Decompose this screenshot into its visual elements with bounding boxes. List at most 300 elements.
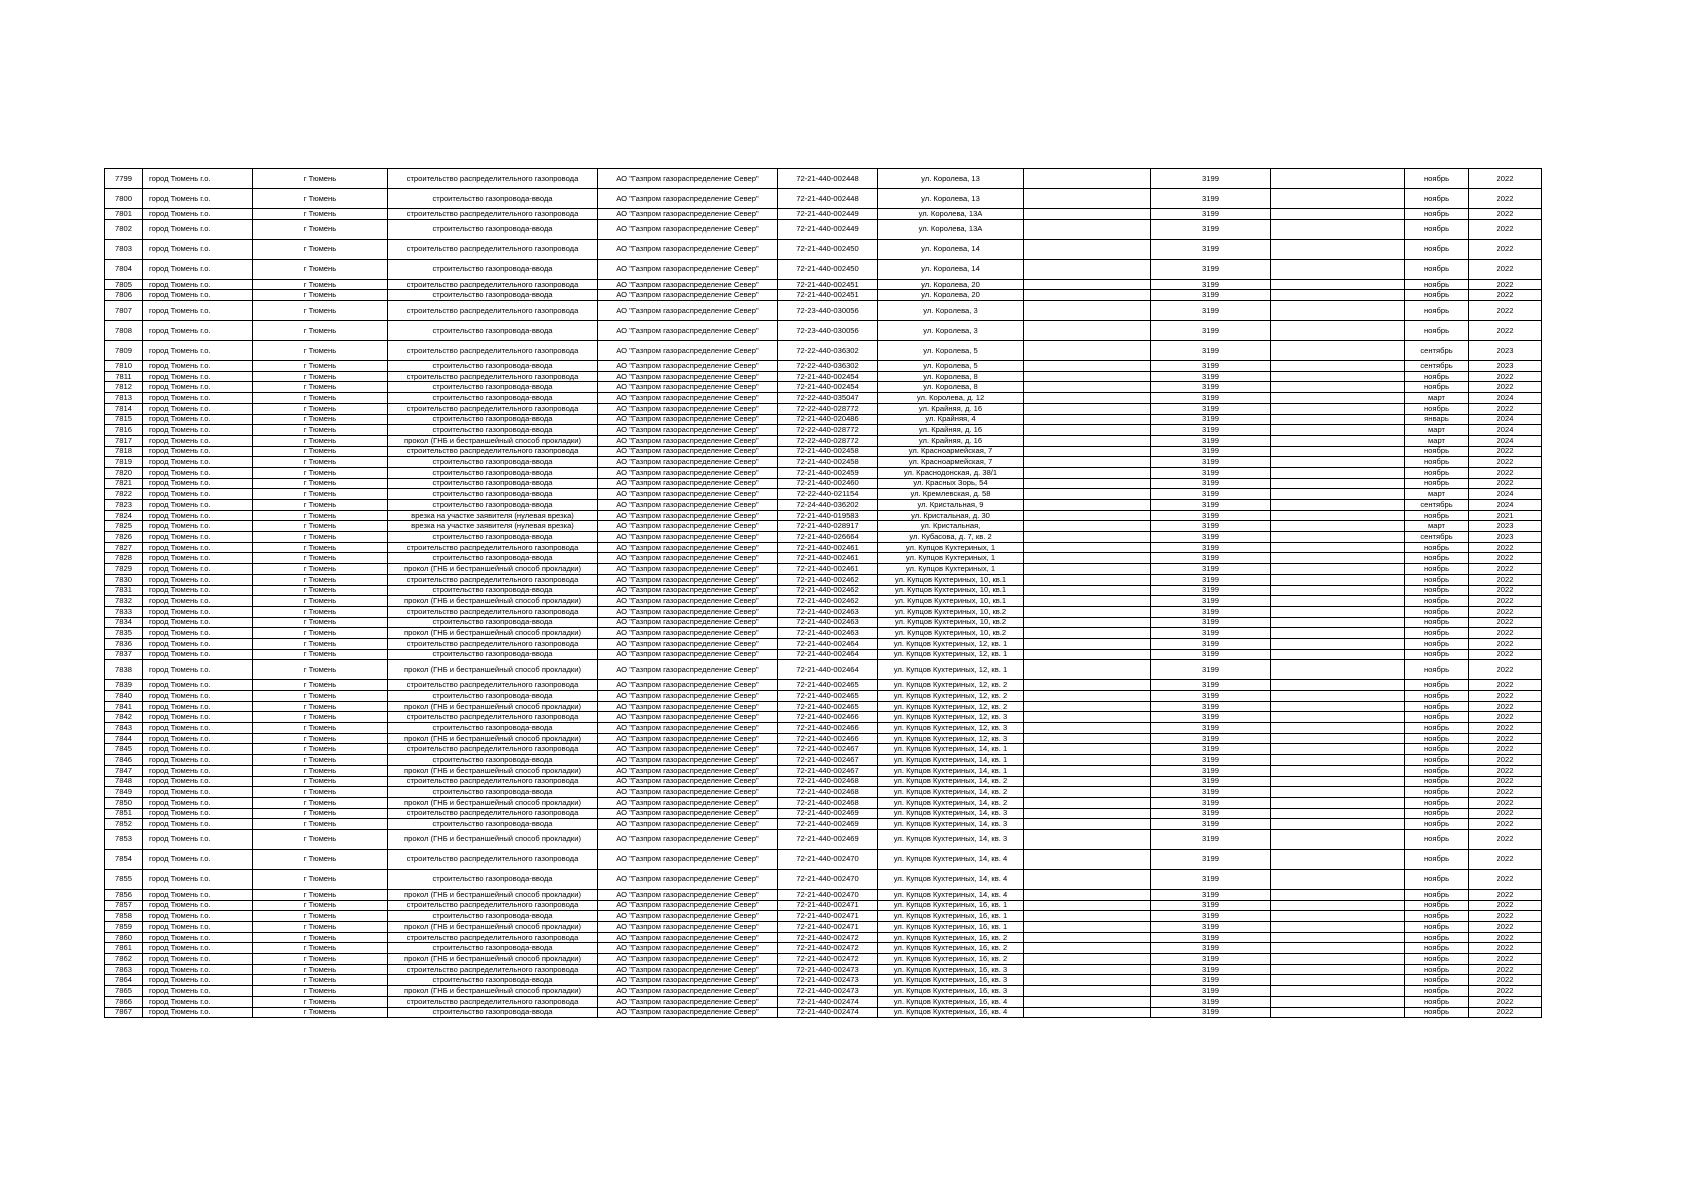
month-cell: ноябрь	[1405, 189, 1469, 209]
organization-cell: АО "Газпром газораспределение Север"	[598, 361, 778, 372]
empty-cell	[1271, 279, 1405, 290]
organization-cell: АО "Газпром газораспределение Север"	[598, 996, 778, 1007]
code-cell: 3199	[1151, 301, 1271, 321]
table-row	[105, 701, 1542, 712]
code-cell: 3199	[1151, 723, 1271, 734]
organization-cell: АО "Газпром газораспределение Север"	[598, 975, 778, 986]
row-number: 7799	[105, 169, 143, 189]
settlement-cell: г Тюмень	[253, 606, 388, 617]
district-cell: город Тюмень г.о.	[143, 446, 253, 457]
year-cell: 2024	[1469, 414, 1542, 425]
district-cell: город Тюмень г.о.	[143, 733, 253, 744]
year-cell: 2022	[1469, 279, 1542, 290]
row-number: 7849	[105, 787, 143, 798]
row-number: 7832	[105, 596, 143, 607]
empty-cell	[1024, 542, 1151, 553]
month-cell: ноябрь	[1405, 776, 1469, 787]
work-type-cell: строительство газопровода-ввода	[388, 617, 598, 628]
work-type-cell: строительство распределительного газопровода	[388, 209, 598, 220]
work-type-cell: строительство газопровода-ввода	[388, 478, 598, 489]
code-cell: 3199	[1151, 755, 1271, 766]
row-number: 7814	[105, 403, 143, 414]
row-number: 7818	[105, 446, 143, 457]
year-cell: 2022	[1469, 765, 1542, 776]
empty-cell	[1271, 911, 1405, 922]
empty-cell	[1024, 219, 1151, 239]
row-number: 7850	[105, 797, 143, 808]
empty-cell	[1271, 585, 1405, 596]
application-number-cell: 72-21-440-002464	[778, 649, 878, 660]
year-cell: 2024	[1469, 425, 1542, 436]
row-number: 7829	[105, 564, 143, 575]
empty-cell	[1024, 169, 1151, 189]
settlement-cell: г Тюмень	[253, 371, 388, 382]
year-cell: 2022	[1469, 596, 1542, 607]
month-cell: ноябрь	[1405, 733, 1469, 744]
month-cell: ноябрь	[1405, 943, 1469, 954]
row-number: 7824	[105, 510, 143, 521]
year-cell: 2023	[1469, 521, 1542, 532]
address-cell: ул. Купцов Кухтериных, 14, кв. 4	[878, 869, 1024, 889]
application-number-cell: 72-21-440-002461	[778, 564, 878, 575]
month-cell: ноябрь	[1405, 660, 1469, 680]
empty-cell	[1271, 425, 1405, 436]
application-number-cell: 72-21-440-002469	[778, 808, 878, 819]
district-cell: город Тюмень г.о.	[143, 617, 253, 628]
empty-cell	[1024, 209, 1151, 220]
settlement-cell: г Тюмень	[253, 819, 388, 830]
month-cell: ноябрь	[1405, 986, 1469, 997]
table-row	[105, 425, 1542, 436]
work-type-cell: строительство газопровода-ввода	[388, 943, 598, 954]
empty-cell	[1024, 797, 1151, 808]
organization-cell: АО "Газпром газораспределение Север"	[598, 733, 778, 744]
month-cell: ноябрь	[1405, 680, 1469, 691]
empty-cell	[1024, 943, 1151, 954]
row-number: 7847	[105, 765, 143, 776]
code-cell: 3199	[1151, 986, 1271, 997]
empty-cell	[1024, 649, 1151, 660]
row-number: 7839	[105, 680, 143, 691]
code-cell: 3199	[1151, 680, 1271, 691]
year-cell: 2022	[1469, 712, 1542, 723]
settlement-cell: г Тюмень	[253, 922, 388, 933]
address-cell: ул. Купцов Кухтериных, 16, кв. 2	[878, 943, 1024, 954]
settlement-cell: г Тюмень	[253, 403, 388, 414]
month-cell: ноябрь	[1405, 510, 1469, 521]
empty-cell	[1271, 574, 1405, 585]
code-cell: 3199	[1151, 478, 1271, 489]
year-cell: 2022	[1469, 301, 1542, 321]
application-number-cell: 72-21-440-002465	[778, 680, 878, 691]
month-cell: ноябрь	[1405, 911, 1469, 922]
year-cell: 2022	[1469, 638, 1542, 649]
table-body	[105, 169, 1542, 1018]
table-row	[105, 797, 1542, 808]
empty-cell	[1271, 680, 1405, 691]
work-type-cell: строительство распределительного газопровода	[388, 638, 598, 649]
empty-cell	[1024, 553, 1151, 564]
settlement-cell: г Тюмень	[253, 457, 388, 468]
settlement-cell: г Тюмень	[253, 776, 388, 787]
year-cell: 2024	[1469, 435, 1542, 446]
empty-cell	[1024, 1007, 1151, 1018]
district-cell: город Тюмень г.о.	[143, 542, 253, 553]
table-row	[105, 932, 1542, 943]
code-cell: 3199	[1151, 954, 1271, 965]
address-cell: ул. Королева, 13	[878, 189, 1024, 209]
address-cell: ул. Крайняя, д. 16	[878, 435, 1024, 446]
year-cell: 2022	[1469, 808, 1542, 819]
organization-cell: АО "Газпром газораспределение Север"	[598, 1007, 778, 1018]
table-row	[105, 457, 1542, 468]
address-cell: ул. Королева, 8	[878, 371, 1024, 382]
settlement-cell: г Тюмень	[253, 638, 388, 649]
settlement-cell: г Тюмень	[253, 660, 388, 680]
month-cell: март	[1405, 521, 1469, 532]
address-cell: ул. Купцов Кухтериных, 14, кв. 3	[878, 819, 1024, 830]
month-cell: ноябрь	[1405, 932, 1469, 943]
table-row	[105, 765, 1542, 776]
application-number-cell: 72-21-440-002462	[778, 585, 878, 596]
empty-cell	[1271, 808, 1405, 819]
table-row	[105, 733, 1542, 744]
month-cell: март	[1405, 489, 1469, 500]
row-number: 7812	[105, 382, 143, 393]
work-type-cell: строительство газопровода-ввода	[388, 259, 598, 279]
table-row	[105, 189, 1542, 209]
address-cell: ул. Купцов Кухтериных, 12, кв. 2	[878, 680, 1024, 691]
code-cell: 3199	[1151, 849, 1271, 869]
settlement-cell: г Тюмень	[253, 361, 388, 372]
application-number-cell: 72-21-440-002464	[778, 638, 878, 649]
code-cell: 3199	[1151, 660, 1271, 680]
month-cell: ноябрь	[1405, 371, 1469, 382]
district-cell: город Тюмень г.о.	[143, 500, 253, 511]
settlement-cell: г Тюмень	[253, 219, 388, 239]
code-cell: 3199	[1151, 819, 1271, 830]
settlement-cell: г Тюмень	[253, 849, 388, 869]
organization-cell: АО "Газпром газораспределение Север"	[598, 574, 778, 585]
row-number: 7866	[105, 996, 143, 1007]
work-type-cell: строительство газопровода-ввода	[388, 585, 598, 596]
table-row	[105, 691, 1542, 702]
district-cell: город Тюмень г.о.	[143, 808, 253, 819]
settlement-cell: г Тюмень	[253, 723, 388, 734]
code-cell: 3199	[1151, 532, 1271, 543]
month-cell: ноябрь	[1405, 574, 1469, 585]
organization-cell: АО "Газпром газораспределение Север"	[598, 467, 778, 478]
month-cell: сентябрь	[1405, 532, 1469, 543]
empty-cell	[1024, 500, 1151, 511]
district-cell: город Тюмень г.о.	[143, 393, 253, 404]
month-cell: ноябрь	[1405, 996, 1469, 1007]
empty-cell	[1024, 564, 1151, 575]
application-number-cell: 72-21-440-002450	[778, 259, 878, 279]
work-type-cell: строительство газопровода-ввода	[388, 393, 598, 404]
work-type-cell: врезка на участке заявителя (нулевая врезка)	[388, 510, 598, 521]
organization-cell: АО "Газпром газораспределение Север"	[598, 943, 778, 954]
table-row	[105, 542, 1542, 553]
work-type-cell: прокол (ГНБ и бестраншейный способ прокладки)	[388, 986, 598, 997]
settlement-cell: г Тюмень	[253, 435, 388, 446]
row-number: 7855	[105, 869, 143, 889]
work-type-cell: прокол (ГНБ и бестраншейный способ прокладки)	[388, 797, 598, 808]
row-number: 7853	[105, 829, 143, 849]
empty-cell	[1271, 393, 1405, 404]
work-type-cell: строительство распределительного газопровода	[388, 371, 598, 382]
month-cell: ноябрь	[1405, 975, 1469, 986]
table-row	[105, 564, 1542, 575]
district-cell: город Тюмень г.о.	[143, 943, 253, 954]
table-row	[105, 808, 1542, 819]
address-cell: ул. Купцов Кухтериных, 16, кв. 2	[878, 954, 1024, 965]
organization-cell: АО "Газпром газораспределение Север"	[598, 521, 778, 532]
table-row	[105, 290, 1542, 301]
district-cell: город Тюмень г.о.	[143, 869, 253, 889]
month-cell: ноябрь	[1405, 922, 1469, 933]
table-row	[105, 975, 1542, 986]
year-cell: 2022	[1469, 290, 1542, 301]
month-cell: ноябрь	[1405, 209, 1469, 220]
empty-cell	[1271, 932, 1405, 943]
month-cell: март	[1405, 425, 1469, 436]
settlement-cell: г Тюмень	[253, 414, 388, 425]
month-cell: ноябрь	[1405, 446, 1469, 457]
organization-cell: АО "Газпром газораспределение Север"	[598, 169, 778, 189]
row-number: 7800	[105, 189, 143, 209]
application-number-cell: 72-21-440-002461	[778, 542, 878, 553]
empty-cell	[1271, 301, 1405, 321]
settlement-cell: г Тюмень	[253, 596, 388, 607]
table-row	[105, 209, 1542, 220]
organization-cell: АО "Газпром газораспределение Север"	[598, 478, 778, 489]
work-type-cell: прокол (ГНБ и бестраншейный способ прокладки)	[388, 733, 598, 744]
application-number-cell: 72-21-440-002463	[778, 617, 878, 628]
district-cell: город Тюмень г.о.	[143, 596, 253, 607]
table-row	[105, 553, 1542, 564]
organization-cell: АО "Газпром газораспределение Север"	[598, 279, 778, 290]
settlement-cell: г Тюмень	[253, 341, 388, 361]
empty-cell	[1024, 911, 1151, 922]
table-row	[105, 574, 1542, 585]
address-cell: ул. Королева, 14	[878, 259, 1024, 279]
empty-cell	[1024, 189, 1151, 209]
month-cell: ноябрь	[1405, 403, 1469, 414]
year-cell: 2022	[1469, 606, 1542, 617]
application-number-cell: 72-21-440-002450	[778, 239, 878, 259]
code-cell: 3199	[1151, 279, 1271, 290]
table-row	[105, 849, 1542, 869]
empty-cell	[1271, 341, 1405, 361]
month-cell: ноябрь	[1405, 649, 1469, 660]
row-number: 7843	[105, 723, 143, 734]
table-row	[105, 922, 1542, 933]
organization-cell: АО "Газпром газораспределение Север"	[598, 553, 778, 564]
empty-cell	[1024, 489, 1151, 500]
organization-cell: АО "Газпром газораспределение Север"	[598, 219, 778, 239]
empty-cell	[1271, 660, 1405, 680]
district-cell: город Тюмень г.о.	[143, 467, 253, 478]
empty-cell	[1024, 290, 1151, 301]
code-cell: 3199	[1151, 829, 1271, 849]
empty-cell	[1024, 467, 1151, 478]
empty-cell	[1271, 765, 1405, 776]
settlement-cell: г Тюмень	[253, 239, 388, 259]
address-cell: ул. Королева, 20	[878, 290, 1024, 301]
row-number: 7863	[105, 964, 143, 975]
code-cell: 3199	[1151, 691, 1271, 702]
empty-cell	[1271, 889, 1405, 900]
table-row	[105, 219, 1542, 239]
address-cell: ул. Купцов Кухтериных, 10, кв.2	[878, 617, 1024, 628]
district-cell: город Тюмень г.о.	[143, 649, 253, 660]
row-number: 7852	[105, 819, 143, 830]
organization-cell: АО "Газпром газораспределение Север"	[598, 500, 778, 511]
table-row	[105, 744, 1542, 755]
empty-cell	[1271, 797, 1405, 808]
month-cell: ноябрь	[1405, 606, 1469, 617]
work-type-cell: строительство газопровода-ввода	[388, 911, 598, 922]
application-number-cell: 72-22-440-021154	[778, 489, 878, 500]
district-cell: город Тюмень г.о.	[143, 744, 253, 755]
work-type-cell: строительство газопровода-ввода	[388, 489, 598, 500]
row-number: 7858	[105, 911, 143, 922]
address-cell: ул. Купцов Кухтериных, 12, кв. 3	[878, 712, 1024, 723]
application-number-cell: 72-21-440-002454	[778, 371, 878, 382]
empty-cell	[1271, 900, 1405, 911]
organization-cell: АО "Газпром газораспределение Север"	[598, 585, 778, 596]
organization-cell: АО "Газпром газораспределение Север"	[598, 932, 778, 943]
address-cell: ул. Королева, д. 12	[878, 393, 1024, 404]
district-cell: город Тюмень г.о.	[143, 290, 253, 301]
organization-cell: АО "Газпром газораспределение Север"	[598, 617, 778, 628]
work-type-cell: строительство газопровода-ввода	[388, 975, 598, 986]
month-cell: ноябрь	[1405, 819, 1469, 830]
empty-cell	[1024, 680, 1151, 691]
month-cell: ноябрь	[1405, 849, 1469, 869]
year-cell: 2022	[1469, 723, 1542, 734]
empty-cell	[1024, 712, 1151, 723]
year-cell: 2022	[1469, 585, 1542, 596]
settlement-cell: г Тюмень	[253, 649, 388, 660]
year-cell: 2022	[1469, 691, 1542, 702]
application-number-cell: 72-21-440-002451	[778, 279, 878, 290]
year-cell: 2024	[1469, 500, 1542, 511]
empty-cell	[1024, 446, 1151, 457]
row-number: 7803	[105, 239, 143, 259]
row-number: 7831	[105, 585, 143, 596]
table-row	[105, 585, 1542, 596]
table-row	[105, 819, 1542, 830]
month-cell: ноябрь	[1405, 596, 1469, 607]
settlement-cell: г Тюмень	[253, 542, 388, 553]
application-number-cell: 72-21-440-002472	[778, 954, 878, 965]
settlement-cell: г Тюмень	[253, 259, 388, 279]
address-cell: ул. Красноармейская, 7	[878, 446, 1024, 457]
address-cell: ул. Краснодонская, д. 38/1	[878, 467, 1024, 478]
code-cell: 3199	[1151, 596, 1271, 607]
empty-cell	[1024, 808, 1151, 819]
application-number-cell: 72-21-440-002474	[778, 996, 878, 1007]
address-cell: ул. Купцов Кухтериных, 10, кв.1	[878, 585, 1024, 596]
application-number-cell: 72-21-440-002467	[778, 765, 878, 776]
work-type-cell: прокол (ГНБ и бестраншейный способ прокладки)	[388, 954, 598, 965]
code-cell: 3199	[1151, 869, 1271, 889]
address-cell: ул. Купцов Кухтериных, 16, кв. 3	[878, 964, 1024, 975]
table-row	[105, 478, 1542, 489]
empty-cell	[1271, 638, 1405, 649]
work-type-cell: строительство распределительного газопровода	[388, 403, 598, 414]
settlement-cell: г Тюмень	[253, 585, 388, 596]
district-cell: город Тюмень г.о.	[143, 889, 253, 900]
application-number-cell: 72-21-440-002461	[778, 553, 878, 564]
organization-cell: АО "Газпром газораспределение Север"	[598, 532, 778, 543]
empty-cell	[1024, 829, 1151, 849]
empty-cell	[1024, 964, 1151, 975]
work-type-cell: строительство газопровода-ввода	[388, 425, 598, 436]
month-cell: ноябрь	[1405, 478, 1469, 489]
work-type-cell: строительство распределительного газопровода	[388, 446, 598, 457]
table-row	[105, 510, 1542, 521]
empty-cell	[1271, 922, 1405, 933]
month-cell: ноябрь	[1405, 219, 1469, 239]
settlement-cell: г Тюмень	[253, 290, 388, 301]
code-cell: 3199	[1151, 922, 1271, 933]
organization-cell: АО "Газпром газораспределение Север"	[598, 301, 778, 321]
application-number-cell: 72-21-440-002463	[778, 628, 878, 639]
empty-cell	[1024, 510, 1151, 521]
month-cell: ноябрь	[1405, 617, 1469, 628]
district-cell: город Тюмень г.о.	[143, 986, 253, 997]
row-number: 7815	[105, 414, 143, 425]
work-type-cell: прокол (ГНБ и бестраншейный способ прокладки)	[388, 628, 598, 639]
month-cell: ноябрь	[1405, 553, 1469, 564]
empty-cell	[1024, 660, 1151, 680]
year-cell: 2024	[1469, 393, 1542, 404]
organization-cell: АО "Газпром газораспределение Север"	[598, 808, 778, 819]
month-cell: ноябрь	[1405, 239, 1469, 259]
address-cell: ул. Кристальная,	[878, 521, 1024, 532]
organization-cell: АО "Газпром газораспределение Север"	[598, 712, 778, 723]
address-cell: ул. Купцов Кухтериных, 12, кв. 2	[878, 701, 1024, 712]
code-cell: 3199	[1151, 911, 1271, 922]
address-cell: ул. Купцов Кухтериных, 16, кв. 3	[878, 975, 1024, 986]
empty-cell	[1024, 371, 1151, 382]
district-cell: город Тюмень г.о.	[143, 819, 253, 830]
work-type-cell: строительство газопровода-ввода	[388, 869, 598, 889]
code-cell: 3199	[1151, 341, 1271, 361]
address-cell: ул. Купцов Кухтериных, 14, кв. 4	[878, 889, 1024, 900]
district-cell: город Тюмень г.о.	[143, 932, 253, 943]
district-cell: город Тюмень г.о.	[143, 521, 253, 532]
district-cell: город Тюмень г.о.	[143, 585, 253, 596]
district-cell: город Тюмень г.о.	[143, 964, 253, 975]
application-number-cell: 72-21-440-002469	[778, 819, 878, 830]
empty-cell	[1271, 467, 1405, 478]
organization-cell: АО "Газпром газораспределение Север"	[598, 744, 778, 755]
code-cell: 3199	[1151, 606, 1271, 617]
empty-cell	[1271, 414, 1405, 425]
district-cell: город Тюмень г.о.	[143, 301, 253, 321]
settlement-cell: г Тюмень	[253, 574, 388, 585]
empty-cell	[1024, 259, 1151, 279]
empty-cell	[1271, 776, 1405, 787]
row-number: 7865	[105, 986, 143, 997]
row-number: 7836	[105, 638, 143, 649]
organization-cell: АО "Газпром газораспределение Север"	[598, 606, 778, 617]
row-number: 7825	[105, 521, 143, 532]
